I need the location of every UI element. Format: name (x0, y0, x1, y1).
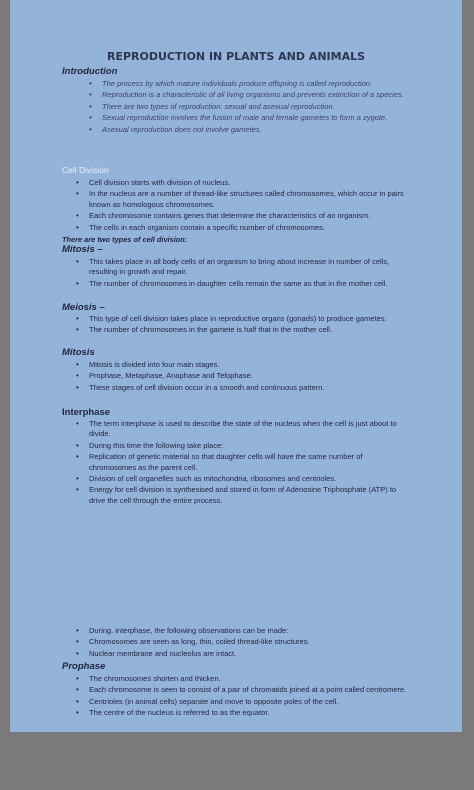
list-item: • Replication of genetic material so that daughter cells will have the same number of chromosomes as the parent cell. (76, 452, 363, 472)
interphase-observations-list (76, 626, 411, 660)
list-item: • Chromosomes are seen as long, thin, coiled thread-like structures. (76, 637, 310, 647)
list-item: • The chromosomes shorten and thicken. (76, 674, 221, 683)
mitosis-intro-list (76, 257, 411, 290)
list-item: • This type of cell division takes place in reproductive organs (gonads) to produce gametes. (76, 314, 387, 323)
list-item: • Each chromosome contains genes that determine the characteristics of an organism. (76, 211, 371, 221)
list-item: • The number of chromosomes in daughter cells remain the same as that in the mother cell. (76, 278, 388, 288)
list-item: • There are two types of reproduction: sexual and asexual reproduction. (89, 101, 335, 111)
mitosis-heading: Mitosis (62, 347, 95, 358)
list-item: • These stages of cell division occur in a smooth and continuous pattern. (76, 382, 325, 392)
list-item: • Cell division starts with division of nucleus. (76, 178, 231, 187)
introduction-list (89, 79, 412, 136)
list-item: • Asexual reproduction does not involve gametes. (89, 124, 262, 134)
cell-division-types-note: There are two types of cell division: (62, 235, 188, 244)
meiosis-heading: Meiosis – (62, 302, 105, 313)
interphase-heading: Interphase (62, 407, 111, 418)
introduction-heading: Introduction (62, 66, 118, 77)
list-item: • Centrioles (in animal cells) separate and move to opposite poles of the cell. (76, 696, 339, 706)
list-item: • Prophase, Metaphase, Anaphase and Telophase. (76, 371, 253, 381)
list-item: • The term interphase is used to describe the state of the nucleus when the cell is just about to divide. (76, 419, 397, 439)
list-item: • The number of chromosomes in the gamete is half that in the mother cell. (76, 325, 333, 335)
mitosis-list (76, 360, 411, 394)
list-item: • The cells in each organism contain a specific number of chromosomes. (76, 222, 325, 232)
list-item: • Nuclear membrane and nucleolus are intact. (76, 648, 237, 658)
list-item: • During this time the following take place: (76, 440, 224, 450)
meiosis-list (76, 314, 411, 337)
list-item: • In the nucleus are a number of thread-like structures called chromosomes, which occur in pairs known as homologous chromosomes. (76, 189, 404, 209)
list-item: • Energy for cell division is synthesised and stored in form of Adenosine Triphosphate (ATP) to drive the cell through the entire process. (76, 485, 397, 505)
prophase-heading: Prophase (62, 661, 106, 672)
list-item: • This takes place in all body cells of an organism to bring about increase in number of cells, resulting in growth and repair. (76, 257, 390, 277)
list-item: • The process by which mature individuals produce offspring is called reproduction. (89, 79, 373, 88)
mitosis-intro-heading: Mitosis – (62, 244, 103, 255)
interphase-list (76, 419, 411, 507)
list-item: • Reproduction is a characteristic of all living organisms and prevents extinction of a species. (89, 90, 404, 100)
prophase-list (76, 674, 411, 720)
document-page (10, 0, 462, 732)
list-item: • Each chromosome is seen to consist of a pair of chromatids joined at a point called centromere. (76, 685, 407, 695)
list-item: • Division of cell organelles such as mitochondria, ribosomes and centrioles. (76, 474, 337, 484)
list-item: • The centre of the nucleus is referred to as the equator. (76, 708, 270, 718)
cell-division-list (76, 178, 411, 234)
cell-division-heading: Cell Division (62, 165, 109, 175)
list-item: • During. interphase, the following observations can be made: (76, 626, 289, 635)
list-item: • Mitosis is divided into four main stages. (76, 360, 220, 369)
page-title: REPRODUCTION IN PLANTS AND ANIMALS (106, 50, 366, 63)
list-item: • Sexual reproduction involves the fusion of male and female gametes to form a zygote. (89, 113, 388, 123)
